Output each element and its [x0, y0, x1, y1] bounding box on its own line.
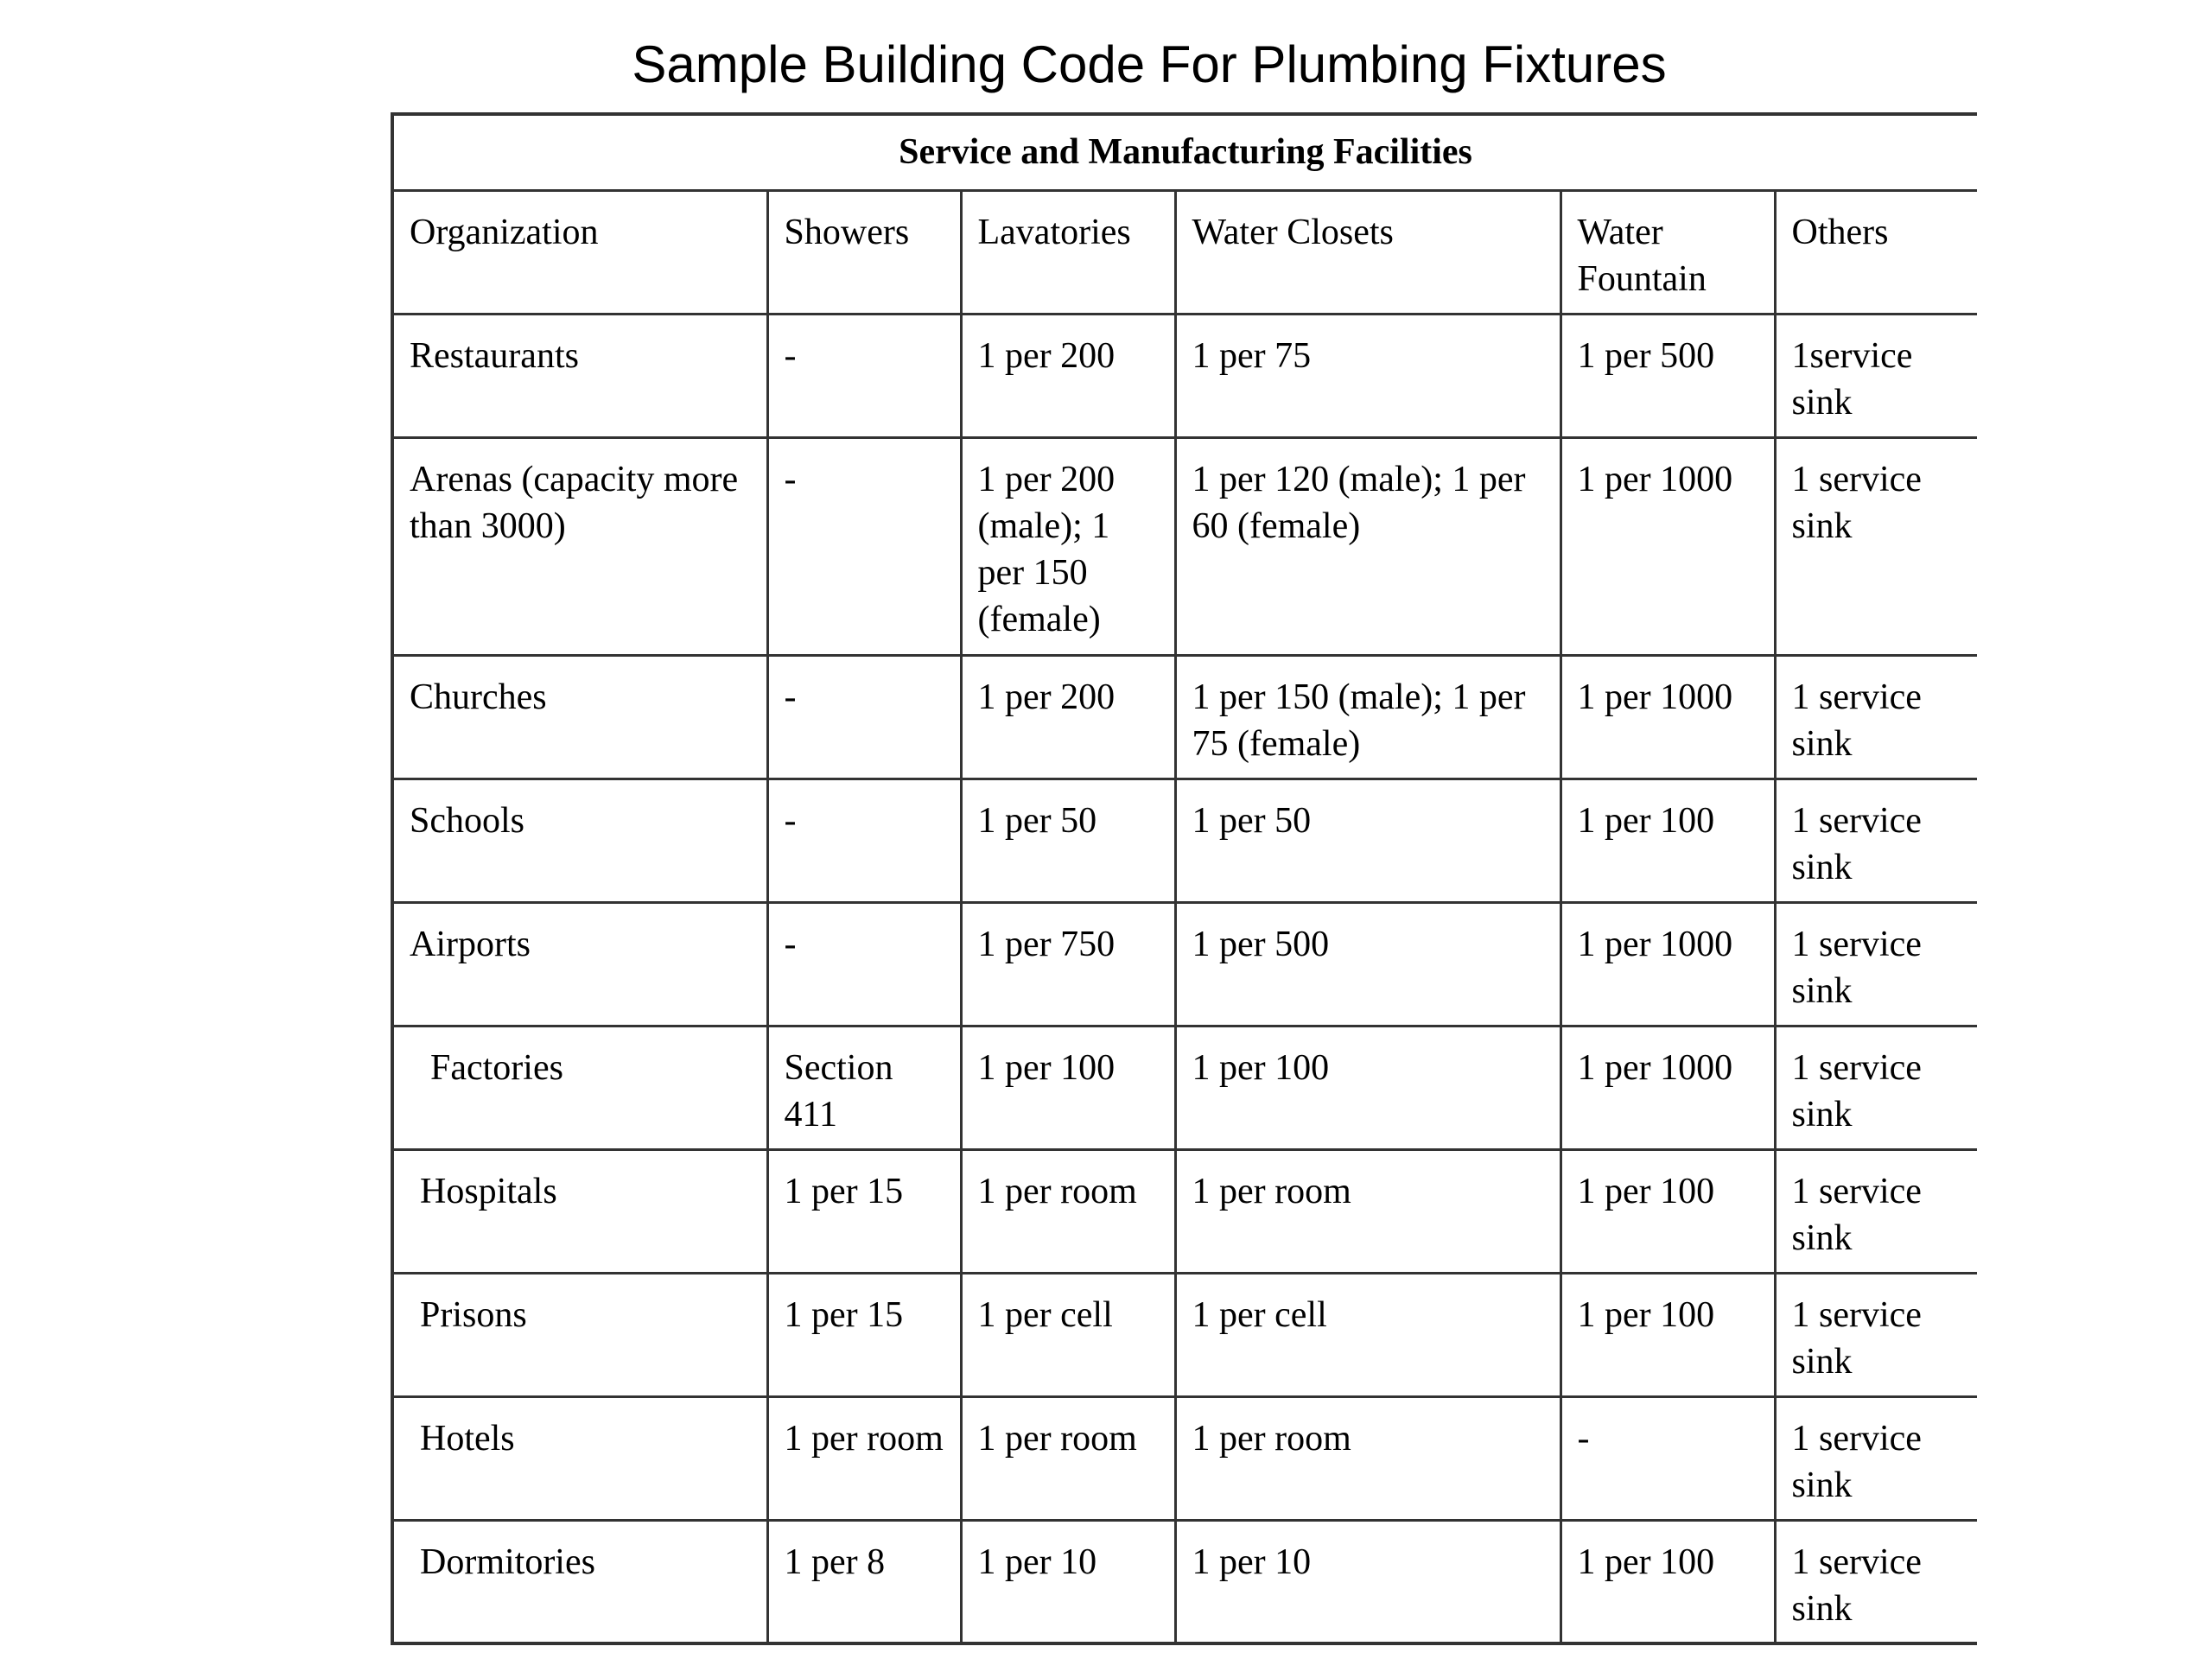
others-cell: 1 service sink — [1775, 1520, 1977, 1643]
showers-cell: - — [767, 902, 961, 1026]
others-cell: 1 service sink — [1775, 1396, 1977, 1520]
water-closets-cell: 1 per 50 — [1175, 779, 1560, 902]
water-fountain-cell: 1 per 1000 — [1560, 902, 1775, 1026]
water-fountain-cell: 1 per 100 — [1560, 1149, 1775, 1273]
others-cell: 1 service sink — [1775, 1149, 1977, 1273]
water-fountain-cell: 1 per 100 — [1560, 779, 1775, 902]
lavatories-cell: 1 per cell — [961, 1273, 1175, 1396]
column-header-water-closets: Water Closets — [1175, 190, 1560, 314]
water-fountain-cell: 1 per 100 — [1560, 1520, 1775, 1643]
showers-cell: - — [767, 314, 961, 437]
water-closets-cell: 1 per 10 — [1175, 1520, 1560, 1643]
lavatories-cell: 1 per room — [961, 1149, 1175, 1273]
water-closets-cell: 1 per room — [1175, 1396, 1560, 1520]
lavatories-cell: 1 per 50 — [961, 779, 1175, 902]
plumbing-fixtures-table — [391, 112, 1977, 1645]
water-closets-cell: 1 per room — [1175, 1149, 1560, 1273]
water-fountain-cell: 1 per 1000 — [1560, 437, 1775, 655]
others-cell: 1 service sink — [1775, 1026, 1977, 1149]
showers-cell: 1 per 8 — [767, 1520, 961, 1643]
table-header-row — [392, 190, 1977, 314]
table-row — [392, 1149, 1977, 1273]
organization-cell: Dormitories — [392, 1520, 767, 1643]
lavatories-cell: 1 per 200 (male); 1 per 150 (female) — [961, 437, 1175, 655]
showers-cell: 1 per room — [767, 1396, 961, 1520]
lavatories-cell: 1 per room — [961, 1396, 1175, 1520]
water-fountain-cell: 1 per 500 — [1560, 314, 1775, 437]
lavatories-cell: 1 per 750 — [961, 902, 1175, 1026]
table-row — [392, 779, 1977, 902]
water-closets-cell: 1 per 120 (male); 1 per 60 (female) — [1175, 437, 1560, 655]
organization-cell: Arenas (capacity more than 3000) — [392, 437, 767, 655]
showers-cell: 1 per 15 — [767, 1149, 961, 1273]
showers-cell: Section 411 — [767, 1026, 961, 1149]
table-row — [392, 1273, 1977, 1396]
organization-cell: Restaurants — [392, 314, 767, 437]
showers-cell: - — [767, 779, 961, 902]
water-closets-cell: 1 per 500 — [1175, 902, 1560, 1026]
lavatories-cell: 1 per 200 — [961, 655, 1175, 779]
others-cell: 1service sink — [1775, 314, 1977, 437]
organization-cell: Airports — [392, 902, 767, 1026]
lavatories-cell: 1 per 200 — [961, 314, 1175, 437]
water-fountain-cell: 1 per 1000 — [1560, 1026, 1775, 1149]
lavatories-cell: 1 per 10 — [961, 1520, 1175, 1643]
showers-cell: 1 per 15 — [767, 1273, 961, 1396]
column-header-others: Others — [1775, 190, 1977, 314]
organization-cell: Factories — [392, 1026, 767, 1149]
column-header-organization: Organization — [392, 190, 767, 314]
others-cell: 1 service sink — [1775, 655, 1977, 779]
lavatories-cell: 1 per 100 — [961, 1026, 1175, 1149]
showers-cell: - — [767, 437, 961, 655]
table-row — [392, 1520, 1977, 1643]
water-fountain-cell: - — [1560, 1396, 1775, 1520]
water-closets-cell: 1 per 100 — [1175, 1026, 1560, 1149]
organization-cell: Schools — [392, 779, 767, 902]
others-cell: 1 service sink — [1775, 1273, 1977, 1396]
table-row — [392, 437, 1977, 655]
organization-cell: Prisons — [392, 1273, 767, 1396]
organization-cell: Hospitals — [392, 1149, 767, 1273]
others-cell: 1 service sink — [1775, 902, 1977, 1026]
others-cell: 1 service sink — [1775, 779, 1977, 902]
others-cell: 1 service sink — [1775, 437, 1977, 655]
table-row — [392, 314, 1977, 437]
table-row — [392, 902, 1977, 1026]
showers-cell: - — [767, 655, 961, 779]
column-header-water-fountain: Water Fountain — [1560, 190, 1775, 314]
organization-cell: Hotels — [392, 1396, 767, 1520]
page-title: Sample Building Code For Plumbing Fixtures — [632, 35, 1667, 93]
water-closets-cell: 1 per 150 (male); 1 per 75 (female) — [1175, 655, 1560, 779]
table-section-row — [392, 114, 1977, 190]
water-closets-cell: 1 per cell — [1175, 1273, 1560, 1396]
section-heading: Service and Manufacturing Facilities — [392, 114, 1977, 190]
water-closets-cell: 1 per 75 — [1175, 314, 1560, 437]
organization-cell: Churches — [392, 655, 767, 779]
column-header-showers: Showers — [767, 190, 961, 314]
water-fountain-cell: 1 per 100 — [1560, 1273, 1775, 1396]
water-fountain-cell: 1 per 1000 — [1560, 655, 1775, 779]
table-row — [392, 1026, 1977, 1149]
table-row — [392, 655, 1977, 779]
table-row — [392, 1396, 1977, 1520]
column-header-lavatories: Lavatories — [961, 190, 1175, 314]
